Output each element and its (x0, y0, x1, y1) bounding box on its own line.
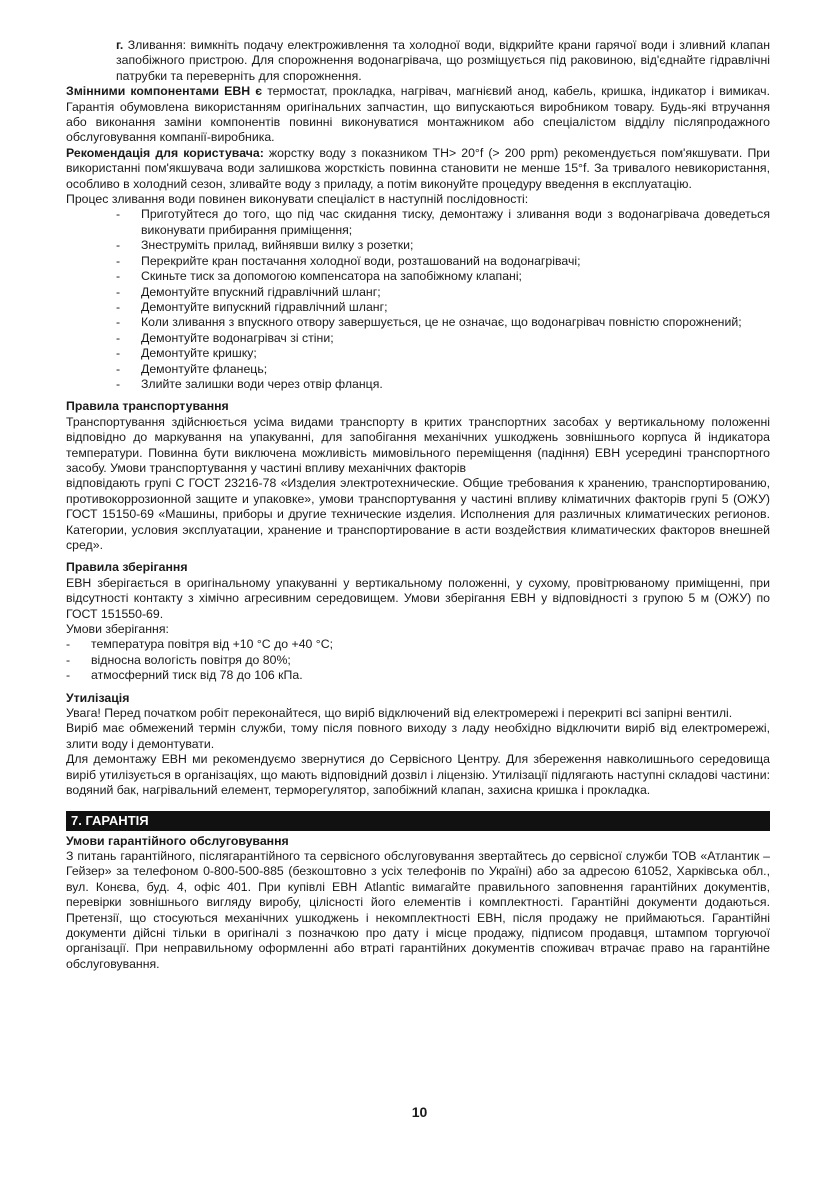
list-item: - атмосферний тиск від 78 до 106 кПа. (66, 668, 770, 683)
storage-conditions-label: Умови зберігання: (66, 622, 169, 637)
recommendation-paragraph (66, 146, 770, 192)
list-item: - Злийте залишки води через отвір фланця. (116, 377, 770, 392)
storage-conditions-list (66, 637, 770, 683)
list-item: - температура повітря від +10 °С до +40 °С; (66, 637, 770, 652)
document-page (66, 38, 770, 972)
list-item: - Демонтуйте кришку; (116, 346, 770, 361)
drain-paragraph (116, 38, 770, 84)
storage-heading: Правила зберігання (66, 560, 188, 575)
storage-paragraph: ЕВН зберігається в оригінальному упакуванні у вертикальному положенні, у сухому, провітрюваному приміщенні, при відсутності контакту з хімічно агресивним середовищем. Умови зберігання ЕВН у відповідності з групою 5 м (ОЖУ) по ГОСТ 151550-69. (66, 575, 770, 621)
components-label: Змінними компонентами ЕВН є (66, 84, 263, 99)
drain-procedure-intro: Процес зливання води повинен виконувати спеціаліст в наступній послідовності: (66, 192, 529, 207)
page-number: 10 (411, 1104, 428, 1120)
list-item: - Коли зливання з впускного отвору завершується, це не означає, що водонагрівач повністю спорожнений; (116, 315, 770, 330)
drain-steps-list (66, 207, 770, 392)
recommendation-label: Рекомендація для користувача: (66, 145, 264, 160)
drain-text: Зливання: вимкніть подачу електроживлення та холодної води, відкрийте крани гарячої води і зливний клапан запобіжного пристрою. Для спорожнення водонагрівача, що розміщується під раковиною, від'єднайте гідравлічні патрубки та переверніть для спорожнення. (116, 38, 770, 83)
warranty-heading: Умови гарантійного обслуговування (66, 833, 289, 848)
list-item: - Знеструміть прилад, вийнявши вилку з розетки; (116, 238, 770, 253)
list-item: - відносна вологість повітря до 80%; (66, 653, 770, 668)
recommendation-text: жорстку воду з показником TH> 20°f (> 200 ppm) рекомендується пом'якшувати. При використанні пом'якшувача води залишкова жорсткість повинна становити не менше 15°f. За тривалого невикористання, особливо в холодний сезон, зливайте воду з приладу, а потім виконуйте процедуру введення в експлуатацію. (66, 145, 770, 191)
components-text: термостат, прокладка, нагрівач, магнієвий анод, кабель, кришка, індикатор і вимикач. Гарантія обумовлена використанням оригінальних запчастин, що випускаються виробником товару. Будь-які втручання або виконання заміни компонентів повинні виконуватися монтажником або спеціалістом відділу післяпродажного обслуговування компанії-виробника. (66, 84, 770, 145)
list-item: - Приготуйтеся до того, що під час скидання тиску, демонтажу і зливання води з водонагрівача доведеться виконувати прибирання приміщення; (116, 207, 770, 238)
list-item: - Демонтуйте фланець; (116, 362, 770, 377)
transport-paragraph-2: відповідають групі С ГОСТ 23216-78 «Изделия электротехнические. Общие требования к хранению, транспортированию, противокоррозионной защите и упаковке», умови транспортування у частині впливу кліматичних факторів групі 5 (ОЖУ) ГОСТ 15150-69 «Машины, приборы и другие технические изделия. Исполнения для различных климатических регионов. Категории, условия эксплуатации, хранение и транспортирование в асти воздействия климатических факторов внешней сред». (66, 476, 770, 552)
disposal-paragraph-3: Для демонтажу ЕВН ми рекомендуємо звернутися до Сервісного Центру. Для збереження навколишнього середовища виріб утилізується в організаціях, що мають відповідний дозвіл і ліцензію. Утилізації підлягають наступні складові частини: водяний бак, нагрівальний елемент, терморегулятор, запобіжний клапан, захисна кришка і прокладка. (66, 752, 770, 798)
list-item: - Демонтуйте випускний гідравлічний шланг; (116, 300, 770, 315)
drain-label: г. (116, 38, 124, 52)
disposal-paragraph-1: Увага! Перед початком робіт переконайтеся, що виріб відключений від електромережі і перекриті всі запірні вентилі. (66, 706, 733, 721)
list-item: - Перекрийте кран постачання холодної води, розташований на водонагрівачі; (116, 254, 770, 269)
warranty-paragraph: З питань гарантійного, післягарантійного та сервісного обслуговування звертайтесь до сервісної служби ТОВ «Атлантик – Гейзер» за телефоном 0-800-500-885 (безкоштовно з усіх телефонів по Україні) або за адресою 61052, Харківська обл., вул. Конєва, буд. 4, офіс 401. При купівлі ЕВН Atlantic вимагайте правильного заповнення гарантійних документів, перевірки зовнішнього вигляду виробу, цілісності його елементів і комплектності. Гарантійні документи додаються. Претензії, що стосуються механічних ушкоджень і некомплектності ЕВН, після продажу не приймаються. Гарантійні документи дійсні тільки в оригіналі з позначкою про дату і місце продажу, підписом продавця, штампом торгуючої організації. При неправильному оформленні або втраті гарантійних документів споживач втрачає право на гарантійне обслуговування. (66, 848, 770, 971)
section-7-header: 7. ГАРАНТІЯ (66, 811, 770, 831)
list-item: - Демонтуйте водонагрівач зі стіни; (116, 331, 770, 346)
disposal-paragraph-2: Виріб має обмежений термін служби, тому після повного виходу з ладу необхідно відключити виріб від електромережі, злити воду і демонтувати. (66, 721, 770, 751)
list-item: - Демонтуйте впускний гідравлічний шланг; (116, 285, 770, 300)
transport-heading: Правила транспортування (66, 399, 229, 414)
components-paragraph (66, 84, 770, 146)
list-item: - Скиньте тиск за допомогою компенсатора на запобіжному клапані; (116, 269, 770, 284)
transport-paragraph-1: Транспортування здійснюється усіма видами транспорту в критих транспортних засобах у вертикальному положенні відповідно до маркування на упакуванні, для запобігання механічних ушкоджень зовнішнього корпуса й індикатора температури. Повинна бути виключена можливість мимовільного переміщення (падіння) ЕВН усередині транспортного засобу. Умови транспортування у частині впливу механічних факторів (66, 414, 770, 475)
disposal-heading: Утилізація (66, 690, 130, 705)
